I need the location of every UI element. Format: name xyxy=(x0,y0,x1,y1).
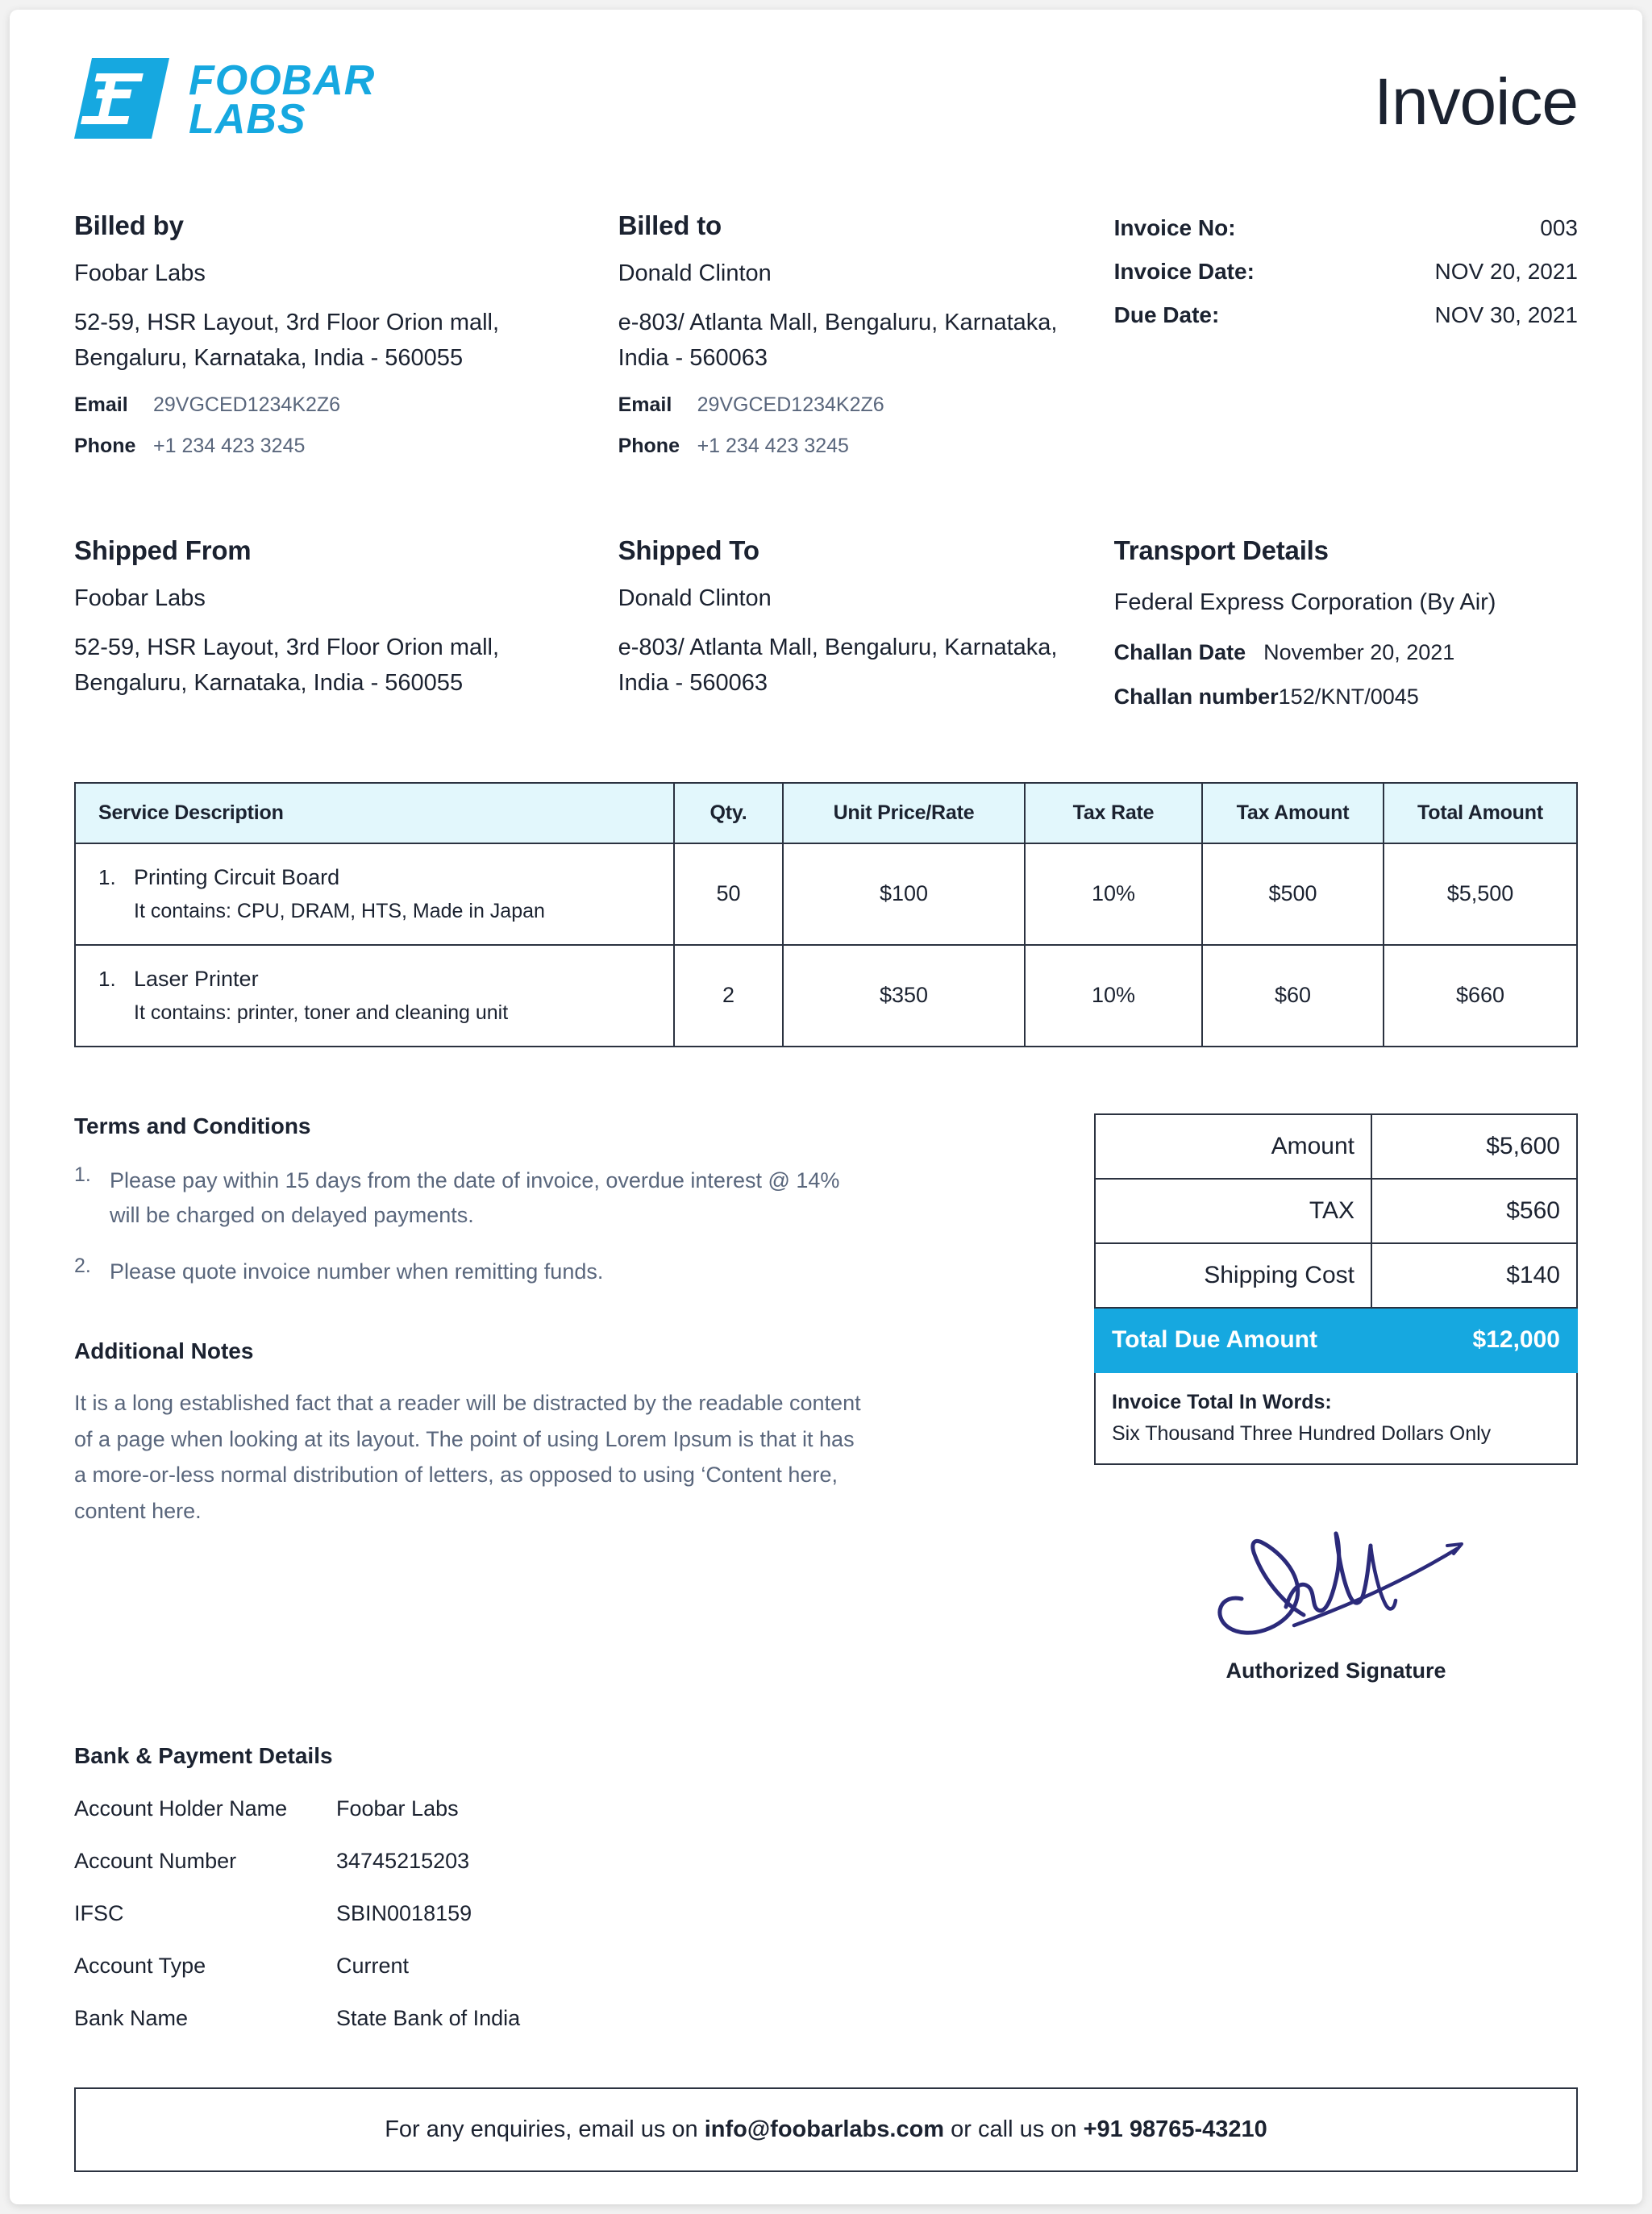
authorized-signature-icon xyxy=(1191,1641,1481,1654)
transport-details-block xyxy=(1114,535,1578,710)
totals-tax-label: TAX xyxy=(1095,1179,1371,1243)
line-item-description-cell xyxy=(75,843,674,945)
total-due-value: $12,000 xyxy=(1371,1308,1577,1372)
line-item-tax-amount: $500 xyxy=(1202,843,1384,945)
billed-by-phone-label: Phone xyxy=(74,435,136,458)
line-item-unit-price: $100 xyxy=(783,843,1025,945)
billed-to-title: Billed to xyxy=(618,210,722,240)
shipped-to-block xyxy=(618,535,1114,710)
bank-detail-row xyxy=(74,1901,1578,1926)
column-header-tax-amount: Tax Amount xyxy=(1202,783,1384,843)
billed-by-title: Billed by xyxy=(74,210,184,240)
bank-detail-label: Account Type xyxy=(74,1953,206,1978)
invoice-header xyxy=(74,52,1578,143)
footer-phone[interactable]: +91 98765-43210 xyxy=(1083,2116,1267,2142)
line-item-qty: 50 xyxy=(674,843,783,945)
brand-logo xyxy=(74,52,375,143)
billed-by-phone-row xyxy=(74,435,618,458)
signature-area xyxy=(1094,1510,1578,1683)
transport-carrier: Federal Express Corporation (By Air) xyxy=(1113,589,1496,616)
challan-date-label: Challan Date xyxy=(1113,639,1246,664)
invoice-date-row xyxy=(1114,259,1578,285)
line-item-total-amount: $660 xyxy=(1384,945,1577,1047)
column-header-service-description: Service Description xyxy=(75,783,674,843)
bank-details-title: Bank & Payment Details xyxy=(74,1742,333,1768)
shipped-to-name: Donald Clinton xyxy=(618,585,772,612)
line-item-tax-amount: $60 xyxy=(1202,945,1384,1047)
document-title: Invoice xyxy=(1374,65,1578,139)
billed-to-email-value: 29VGCED1234K2Z6 xyxy=(697,393,884,417)
shipped-from-address: 52-59, HSR Layout, 3rd Floor Orion mall, Bengaluru, Karnataka, India - 560055 xyxy=(74,635,500,697)
additional-notes-title: Additional Notes xyxy=(74,1338,254,1363)
line-item-total-amount: $5,500 xyxy=(1384,843,1577,945)
line-item-qty: 2 xyxy=(674,945,783,1047)
bank-detail-row xyxy=(74,1796,1578,1821)
challan-number-row xyxy=(1114,685,1578,710)
challan-date-row xyxy=(1114,640,1578,665)
totals-tax-value: $560 xyxy=(1371,1179,1577,1243)
totals-amount-row xyxy=(1095,1114,1577,1179)
total-in-words-cell xyxy=(1095,1372,1577,1464)
totals-tax-row xyxy=(1095,1179,1577,1243)
line-item-tax-rate: 10% xyxy=(1025,843,1202,945)
invoice-meta-block xyxy=(1114,210,1578,458)
line-item-title: Printing Circuit Board xyxy=(134,864,340,889)
shipping-section xyxy=(74,535,1578,710)
column-header-unit-price: Unit Price/Rate xyxy=(783,783,1025,843)
line-item-title: Laser Printer xyxy=(134,966,259,991)
line-item-unit-price: $350 xyxy=(783,945,1025,1047)
challan-date-value: November 20, 2021 xyxy=(1263,639,1455,664)
line-items-table xyxy=(74,782,1578,1047)
transport-details-title: Transport Details xyxy=(1113,535,1329,566)
list-item xyxy=(74,1163,864,1234)
bank-detail-label: Bank Name xyxy=(74,2005,189,2030)
billed-to-phone-row xyxy=(618,435,1114,458)
total-in-words-value: Six Thousand Three Hundred Dollars Only xyxy=(1112,1421,1492,1445)
invoice-date-label: Invoice Date: xyxy=(1113,259,1255,284)
list-item xyxy=(74,1255,864,1290)
billed-to-name: Donald Clinton xyxy=(618,260,772,286)
billed-to-phone-label: Phone xyxy=(618,435,680,458)
terms-list xyxy=(74,1163,864,1290)
bank-detail-value: 34745215203 xyxy=(336,1848,470,1873)
invoice-date-value: NOV 20, 2021 xyxy=(1434,259,1578,284)
terms-item-text: Please quote invoice number when remitting funds. xyxy=(110,1259,604,1284)
due-date-row xyxy=(1114,302,1578,328)
billed-by-email-value: 29VGCED1234K2Z6 xyxy=(153,393,341,417)
line-item-number: 1. xyxy=(98,864,116,889)
line-item-tax-rate: 10% xyxy=(1025,945,1202,1047)
shipped-from-title: Shipped From xyxy=(74,535,252,566)
enquiries-footer xyxy=(74,2087,1578,2172)
shipped-from-block xyxy=(74,535,618,710)
invoice-no-value: 003 xyxy=(1540,215,1578,240)
due-date-label: Due Date: xyxy=(1113,302,1220,327)
billed-by-phone-value: +1 234 423 3245 xyxy=(153,435,306,458)
billed-by-block xyxy=(74,210,618,458)
lower-section xyxy=(74,1113,1578,1683)
challan-number-label: Challan number xyxy=(1113,684,1279,709)
invoice-no-label: Invoice No: xyxy=(1113,215,1236,240)
total-due-label: Total Due Amount xyxy=(1095,1308,1371,1372)
totals-amount-value: $5,600 xyxy=(1371,1114,1577,1179)
bank-detail-row xyxy=(74,2006,1578,2031)
totals-table xyxy=(1094,1113,1578,1465)
terms-item-text: Please pay within 15 days from the date of invoice, overdue interest @ 14% will be charged on delayed payments. xyxy=(110,1167,840,1228)
totals-shipping-row xyxy=(1095,1243,1577,1308)
totals-in-words-row xyxy=(1095,1372,1577,1464)
due-date-value: NOV 30, 2021 xyxy=(1434,302,1578,327)
foobar-labs-logo-icon xyxy=(74,58,169,143)
bank-detail-row xyxy=(74,1954,1578,1979)
bank-payment-details xyxy=(74,1743,1578,2031)
line-item-number: 1. xyxy=(98,966,116,991)
shipped-to-address: e-803/ Atlanta Mall, Bengaluru, Karnataka, India - 560063 xyxy=(618,635,1058,697)
bank-detail-label: IFSC xyxy=(74,1900,124,1925)
billed-to-email-row xyxy=(618,393,1114,417)
bank-detail-row xyxy=(74,1849,1578,1874)
billed-to-block xyxy=(618,210,1114,458)
bank-detail-value: Foobar Labs xyxy=(336,1796,459,1821)
line-item-subtitle: It contains: printer, toner and cleaning unit xyxy=(134,1001,509,1024)
table-row xyxy=(75,843,1577,945)
column-header-qty: Qty. xyxy=(674,783,783,843)
additional-notes-body: It is a long established fact that a reader will be distracted by the readable content of a page when looking at its layout. The point of using Lorem Ipsum is that it has a more-or-less normal distribution of letters, as opposed to using ‘Content here, content here. xyxy=(74,1390,861,1524)
terms-and-notes-column xyxy=(74,1113,864,1683)
bank-detail-value: State Bank of India xyxy=(336,2005,521,2030)
line-item-subtitle: It contains: CPU, DRAM, HTS, Made in Japan xyxy=(134,899,545,922)
challan-number-value: 152/KNT/0045 xyxy=(1278,684,1419,709)
totals-due-row xyxy=(1095,1308,1577,1372)
line-item-description-cell xyxy=(75,945,674,1047)
parties-section xyxy=(74,210,1578,458)
column-header-tax-rate: Tax Rate xyxy=(1025,783,1202,843)
table-row xyxy=(75,945,1577,1047)
terms-item-number: 1. xyxy=(74,1163,91,1186)
footer-middle-text: or call us on xyxy=(944,2116,1084,2142)
billed-by-address: 52-59, HSR Layout, 3rd Floor Orion mall, Bengaluru, Karnataka, India - 560055 xyxy=(74,310,500,372)
column-header-total-amount: Total Amount xyxy=(1384,783,1577,843)
line-items-header-row xyxy=(75,783,1577,843)
billed-by-email-row xyxy=(74,393,618,417)
bank-detail-label: Account Holder Name xyxy=(74,1796,288,1821)
total-in-words-label: Invoice Total In Words: xyxy=(1112,1390,1332,1413)
terms-item-number: 2. xyxy=(74,1255,91,1278)
totals-amount-label: Amount xyxy=(1095,1114,1371,1179)
authorized-signature-caption: Authorized Signature xyxy=(1225,1658,1446,1683)
billed-by-name: Foobar Labs xyxy=(74,260,206,286)
totals-shipping-value: $140 xyxy=(1371,1243,1577,1308)
billed-to-email-label: Email xyxy=(618,393,672,417)
invoice-page xyxy=(10,10,1642,2204)
bank-detail-value: SBIN0018159 xyxy=(336,1900,472,1925)
bank-detail-label: Account Number xyxy=(74,1848,237,1873)
invoice-no-row xyxy=(1114,215,1578,241)
billed-to-phone-value: +1 234 423 3245 xyxy=(697,435,849,458)
logo-text-line1: FOOBAR xyxy=(189,56,376,104)
totals-shipping-label: Shipping Cost xyxy=(1095,1243,1371,1308)
bank-detail-value: Current xyxy=(336,1953,410,1978)
shipped-to-title: Shipped To xyxy=(618,535,759,566)
totals-column xyxy=(1094,1113,1578,1683)
billed-to-address: e-803/ Atlanta Mall, Bengaluru, Karnataka, India - 560063 xyxy=(618,310,1058,372)
footer-prefix-text: For any enquiries, email us on xyxy=(385,2116,705,2142)
billed-by-email-label: Email xyxy=(74,393,128,417)
shipped-from-name: Foobar Labs xyxy=(74,585,206,612)
logo-text-line2: LABS xyxy=(189,95,306,143)
footer-email[interactable]: info@foobarlabs.com xyxy=(704,2116,945,2142)
terms-title: Terms and Conditions xyxy=(74,1113,311,1138)
